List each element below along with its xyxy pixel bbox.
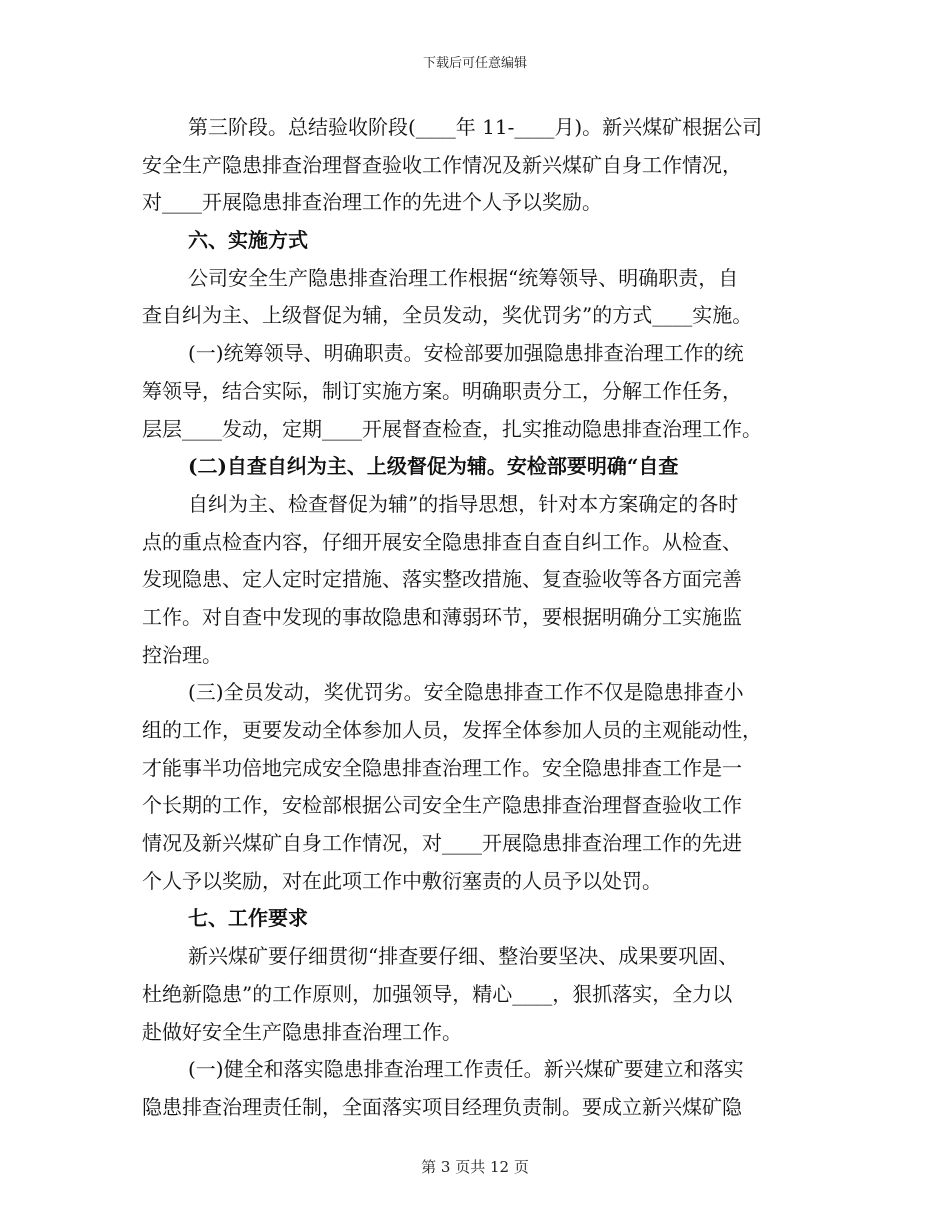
text-line: 隐患排查治理责任制，全面落实项目经理负责制。要成立新兴煤矿隐	[142, 1094, 742, 1119]
text-line: 赴做好安全生产隐患排查治理工作。	[142, 1019, 462, 1044]
text-line: 新兴煤矿要仔细贯彻“排查要仔细、整治要坚决、成果要巩固、	[188, 944, 739, 969]
text-line: 对____开展隐患排查治理工作的先进个人予以奖励。	[142, 190, 602, 215]
text-line: 筹领导，结合实际，制订实施方案。明确职责分工，分解工作任务，	[142, 378, 742, 403]
text-line: 才能事半功倍地完成安全隐患排查治理工作。安全隐患排查工作是一	[142, 755, 742, 780]
document-body	[142, 110, 812, 1128]
text-line: 工作。对自查中发现的事故隐患和薄弱环节，要根据明确分工实施监	[142, 604, 742, 629]
text-line: 情况及新兴煤矿自身工作情况，对____开展隐患排查治理工作的先进	[142, 831, 742, 856]
text-line: (一)统筹领导、明确职责。安检部要加强隐患排查治理工作的统	[188, 341, 744, 366]
text-line: 点的重点检查内容，仔细开展安全隐患排查自查自纠工作。从检查、	[142, 529, 742, 554]
text-line: (一)健全和落实隐患排查治理工作责任。新兴煤矿要建立和落实	[188, 1057, 744, 1082]
page-footer: 第 3 页共 12 页	[421, 1158, 529, 1176]
text-line: 个长期的工作，安检部根据公司安全生产隐患排查治理督查验收工作	[142, 793, 742, 818]
subsection-heading: (二)自查自纠为主、上级督促为辅。安检部要明确“自查	[188, 454, 679, 479]
section-heading: 六、实施方式	[188, 228, 308, 253]
text-line: 查自纠为主、上级督促为辅，全员发动，奖优罚劣”的方式____实施。	[142, 303, 753, 328]
section-heading: 七、工作要求	[188, 906, 308, 931]
text-line: 第三阶段。总结验收阶段(____年 11-____月)。新兴煤矿根据公司	[188, 115, 763, 139]
text-line: (三)全员发动，奖优罚劣。安全隐患排查工作不仅是隐患排查小	[188, 680, 744, 705]
text-line: 层层____发动，定期____开展督查检查，扎实推动隐患排查治理工作。	[142, 416, 762, 441]
text-line: 控治理。	[142, 642, 222, 667]
text-line: 个人予以奖励，对在此项工作中敷衍塞责的人员予以处罚。	[142, 868, 662, 893]
text-line: 公司安全生产隐患排查治理工作根据“统筹领导、明确职责，自	[188, 265, 739, 290]
page-header: 下载后可任意编辑	[422, 56, 527, 71]
text-line: 组的工作，更要发动全体参加人员，发挥全体参加人员的主观能动性，	[142, 718, 762, 742]
text-line: 自纠为主、检查督促为辅”的指导思想，针对本方案确定的各时	[188, 491, 739, 516]
text-line: 杜绝新隐患”的工作原则，加强领导，精心____，狠抓落实，全力以	[142, 981, 733, 1006]
text-line: 安全生产隐患排查治理督查验收工作情况及新兴煤矿自身工作情况，	[142, 152, 742, 177]
text-line: 发现隐患、定人定时定措施、落实整改措施、复查验收等各方面完善	[142, 567, 742, 592]
